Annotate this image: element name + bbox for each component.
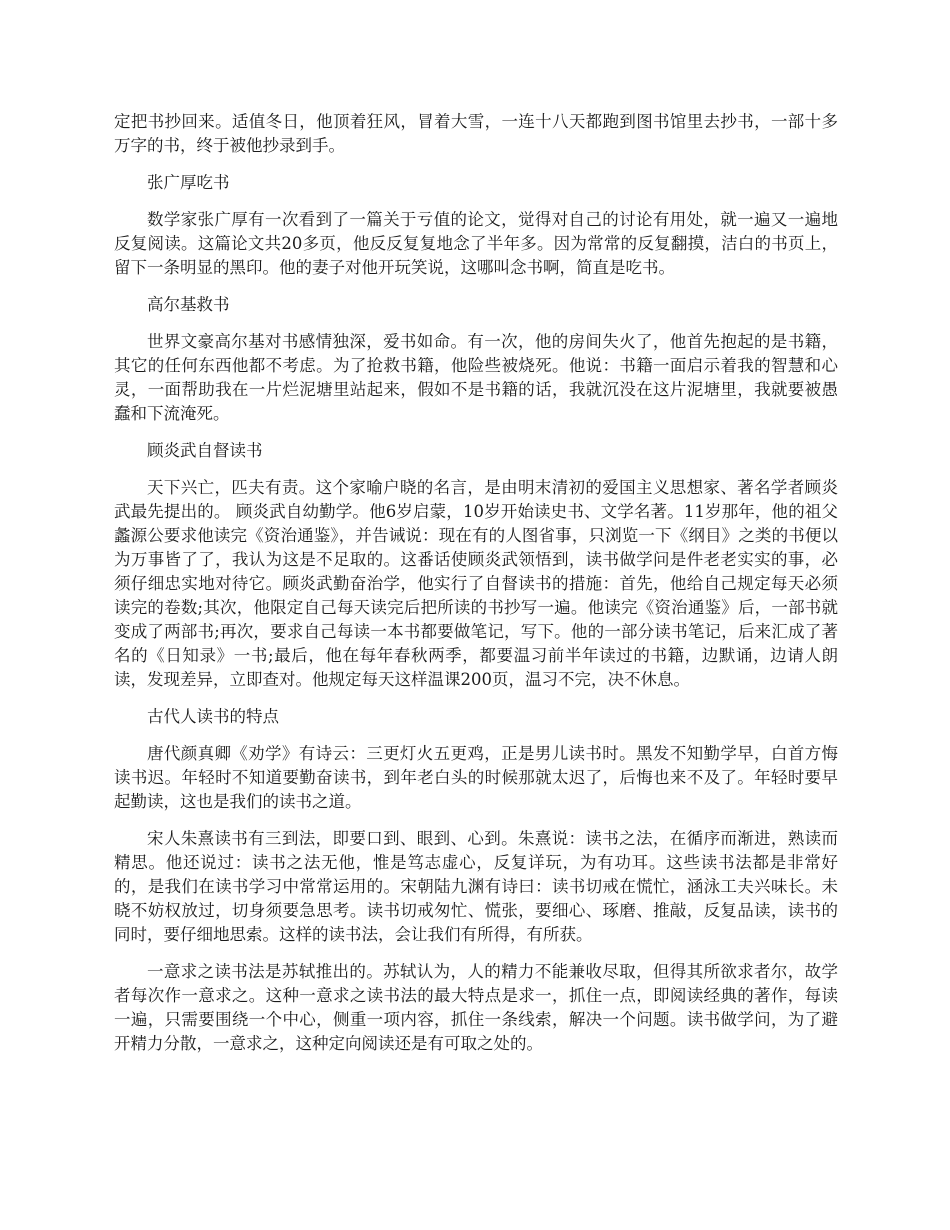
paragraph-zhang-guanghou: 数学家张广厚有一次看到了一篇关于亏值的论文，觉得对自己的讨论有用处，就一遍又一遍地反复阅读。这篇论文共20多页，他反反复复地念了半年多。因为常常的反复翻摸，洁白的书页上，留下一条明显的黑印。他的妻子对他开玩笑说，这哪叫念书啊，简直是吃书。 bbox=[114, 210, 838, 277]
paragraph-gorky: 世界文豪高尔基对书感情独深，爱书如命。有一次，他的房间失火了，他首先抱起的是书籍，其它的任何东西他都不考虑。为了抢救书籍，他险些被烧死。他说：书籍一面启示着我的智慧和心灵，一面帮助我在一片烂泥塘里站起来，假如不是书籍的话，我就沉没在这片泥塘里，我就要被愚蠢和下流淹死。 bbox=[114, 332, 838, 423]
section-heading-zhang-guanghou: 张广厚吃书 bbox=[147, 173, 230, 192]
section-heading-gu-yanwu: 顾炎武自督读书 bbox=[147, 441, 263, 460]
paragraph-continuation: 定把书抄回来。适值冬日，他顶着狂风，冒着大雪，一连十八天都跑到图书馆里去抄书，一部十多万字的书，终于被他抄录到手。 bbox=[114, 112, 838, 155]
paragraph-su-shi: 一意求之读书法是苏轼推出的。苏轼认为，人的精力不能兼收尽取，但得其所欲求者尔，故学者每次作一意求之。这种一意求之读书法的最大特点是求一，抓住一点，即阅读经典的著作，每读一遍，只需要围绕一个中心，侧重一项内容，抓住一条线索，解决一个问题。读书做学问，为了避开精力分散，一意求之，这种定向阅读还是有可取之处的。 bbox=[114, 962, 838, 1053]
paragraph-zhu-xi: 宋人朱熹读书有三到法，即要口到、眼到、心到。朱熹说：读书之法，在循序而渐进，熟读而精思。他还说过：读书之法无他，惟是笃志虚心，反复详玩，为有功耳。这些读书法都是非常好的，是我们在读书学习中常常运用的。宋朝陆九渊有诗曰：读书切戒在慌忙，涵泳工夫兴味长。未晓不妨权放过，切身须要急思考。读书切戒匆忙、慌张，要细心、琢磨、推敲，反复品读，读书的同时，要仔细地思索。这样的读书法，会让我们有所得，有所获。 bbox=[114, 829, 838, 944]
section-heading-ancient-reading: 古代人读书的特点 bbox=[147, 707, 279, 726]
document-body bbox=[114, 110, 838, 1069]
section-heading-gorky: 高尔基救书 bbox=[147, 295, 230, 314]
paragraph-yan-zhenqing: 唐代颜真卿《劝学》有诗云：三更灯火五更鸡，正是男儿读书时。黑发不知勤学早，白首方悔读书迟。年轻时不知道要勤奋读书，到年老白头的时候那就太迟了，后悔也来不及了。年轻时要早起勤读，这也是我们的读书之道。 bbox=[114, 744, 838, 811]
paragraph-gu-yanwu: 天下兴亡，匹夫有责。这个家喻户晓的名言，是由明末清初的爱国主义思想家、著名学者顾炎武最先提出的。 顾炎武自幼勤学。他6岁启蒙，10岁开始读史书、文学名著。11岁那年，他的祖父蠡源公要求他读完《资治通鉴》，并告诫说：现在有的人图省事，只浏览一下《纲目》之类的书便以为万事皆了了，我认为这是不足取的。这番话使顾炎武领悟到，读书做学问是件老老实实的事，必须仔细忠实地对待它。顾炎武勤奋治学，他实行了自督读书的措施：首先，他给自己规定每天必须读完的卷数;其次，他限定自己每天读完后把所读的书抄写一遍。他读完《资治通鉴》后，一部书就变成了两部书;再次，要求自己每读一本书都要做笔记，写下。他的一部分读书笔记，后来汇成了著名的《日知录》一书;最后，他在每年春秋两季，都要温习前半年读过的书籍，边默诵，边请人朗读，发现差异，立即查对。他规定每天这样温课200页，温习不完，决不休息。 bbox=[114, 478, 838, 689]
